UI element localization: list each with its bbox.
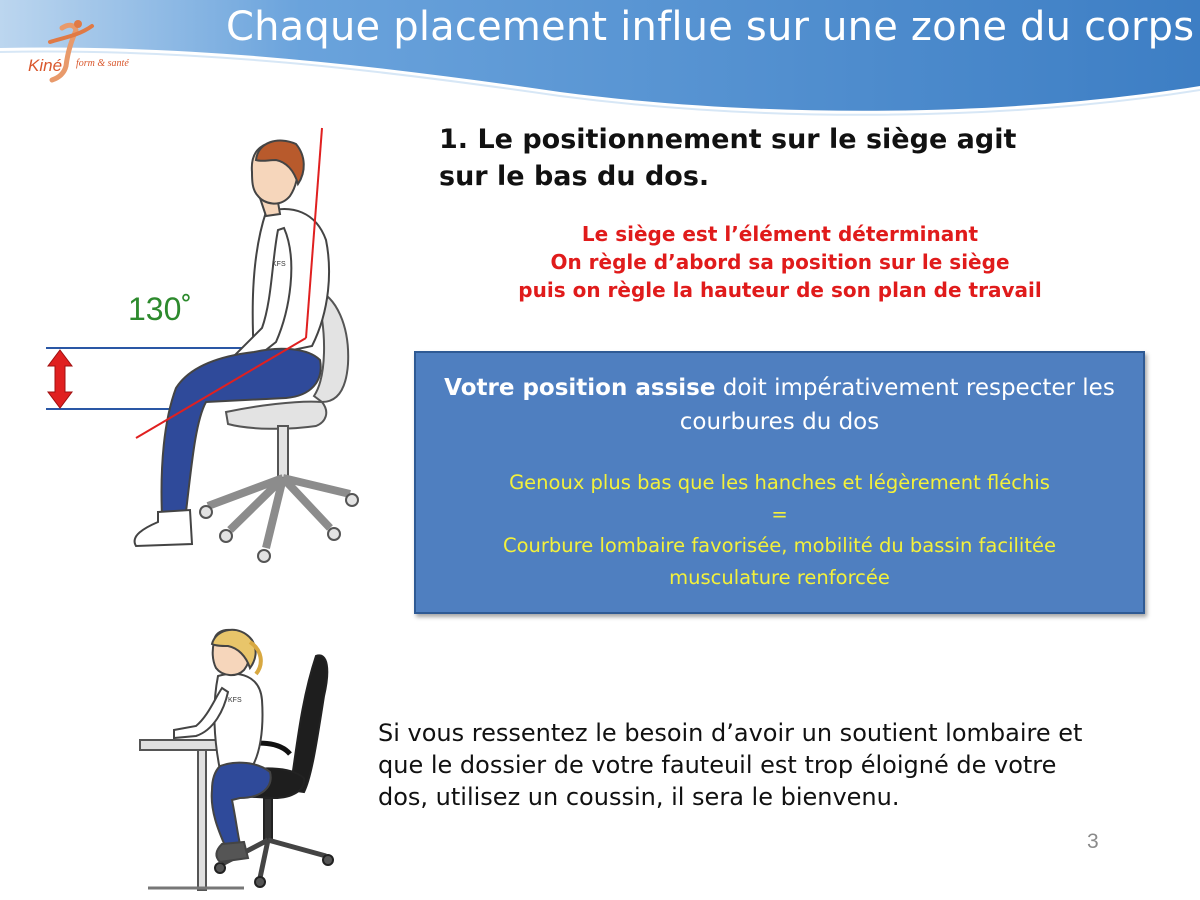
logo <box>22 18 162 90</box>
shirt-label: KFS <box>228 697 242 704</box>
highlight-line: Courbure lombaire favorisée, mobilité du bassin facilitée <box>503 534 1056 557</box>
logo-figure-icon <box>22 18 162 90</box>
highlight-line: Genoux plus bas que les hanches et légèrement fléchis <box>509 471 1050 494</box>
info-box-bold: Votre position assise <box>444 375 716 401</box>
info-box-main <box>416 371 1143 439</box>
info-box <box>414 351 1145 614</box>
section-heading <box>439 121 1139 195</box>
heading-line: 1. Le positionnement sur le siège agit <box>439 124 1017 155</box>
logo-text: Kiné <box>28 56 63 75</box>
paragraph-line: dos, utilisez un coussin, il sera le bienvenu. <box>378 783 900 811</box>
key-notes <box>430 220 1130 304</box>
paragraph-line: que le dossier de votre fauteuil est trop éloigné de votre <box>378 751 1057 779</box>
note-line: puis on règle la hauteur de son plan de travail <box>518 278 1042 302</box>
height-arrow-icon <box>48 350 72 408</box>
note-line: On règle d’abord sa position sur le siège <box>550 250 1010 274</box>
info-box-highlights <box>416 467 1143 593</box>
bottom-paragraph <box>378 717 1178 813</box>
heading-line: sur le bas du dos. <box>439 161 710 192</box>
seated-man-illustration <box>40 120 370 580</box>
highlight-line: musculature renforcée <box>669 565 890 589</box>
seated-woman-illustration <box>140 630 350 895</box>
shirt-label: KFS <box>272 261 286 268</box>
angle-label: 130˚ <box>128 291 193 327</box>
logo-subtext: form & santé <box>76 58 129 69</box>
paragraph-line: Si vous ressentez le besoin d’avoir un soutient lombaire et <box>378 719 1083 747</box>
note-line: Le siège est l’élément déterminant <box>581 222 979 246</box>
page-number: 3 <box>1087 830 1099 853</box>
highlight-line: = <box>771 502 788 526</box>
info-box-rest: doit impérativement respecter les courbures du dos <box>679 375 1115 435</box>
slide-title: Chaque placement influe sur une zone du corps <box>226 4 1195 50</box>
